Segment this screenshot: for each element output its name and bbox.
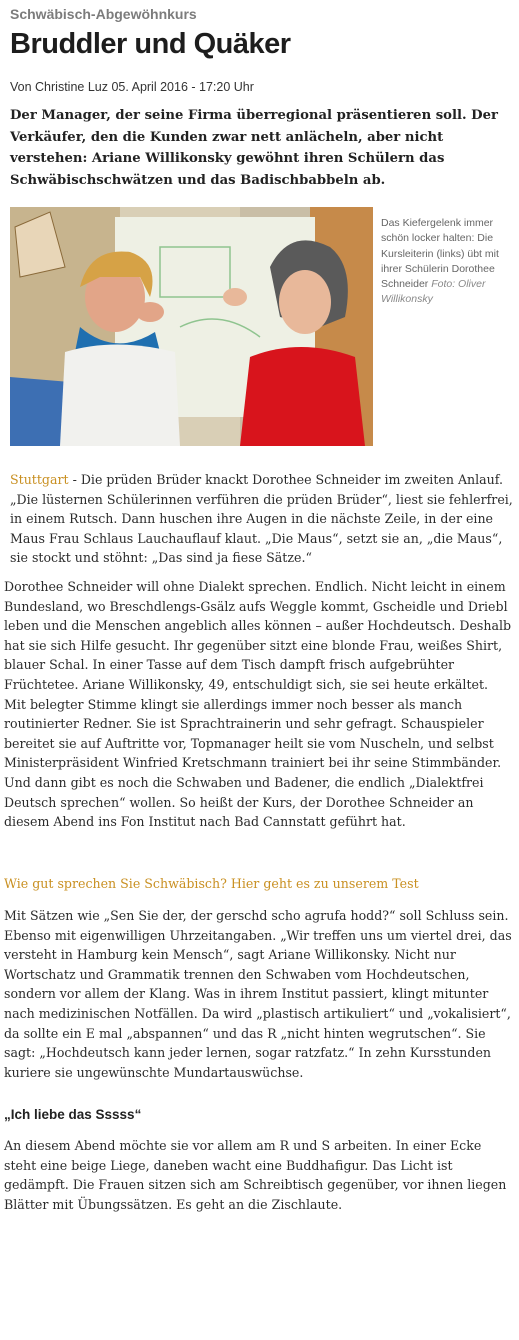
paragraph-3: Mit Sätzen wie „Sen Sie der, der gerschd scho agrufa hodd?“ soll Schluss sein. Ebenso mit eigenwilligen Uhrzeitangaben. „Wir treffen uns um viertel drei, das versteht in Hamburg kein Mensch“, sagt Ariane Willikonsky. Nicht nur Wortschatz und Grammatik trennen den Schwaben vom Hochdeutschen, sondern vor allem der Klang. Was in ihrem Institut passiert, klingt mitunter nach medizinischen Notfällen. Da wird „plastisch artikuliert“ und „vokalisiert“, da sollte ein E mal „abspannen“ und das R „nicht hinten wegrutschen“. Sie sagt: „Hochdeutsch kann jeder lernen, sogar ratzfatz.“ In zehn Kursstunden kuriere sie ungewünschte Mundartauswüchse.: [4, 908, 512, 1080]
article-photo[interactable]: [10, 207, 373, 446]
article-byline: Von Christine Luz 05. April 2016 - 17:20 Uhr: [10, 80, 254, 94]
test-link[interactable]: Wie gut sprechen Sie Schwäbisch? Hier geht es zu unserem Test: [4, 876, 419, 891]
article-lead: Der Manager, der seine Firma überregional präsentieren soll. Der Verkäufer, den die Kunden zwar nett anlächeln, aber nicht verstehen: Ariane Willikonsky gewöhnt ihren Schülern das Schwäbischschwätzen und das Badischbabbeln ab.: [10, 108, 498, 188]
caption-credit: Foto: Oliver Willikonsky: [381, 278, 486, 306]
dateline: Stuttgart: [10, 472, 69, 487]
paragraph-2: Dorothee Schneider will ohne Dialekt sprechen. Endlich. Nicht leicht in einem Bundesland, wo Breschdlengs-Gsälz aufs Weggle kommt, Gscheidle und Driebl leben und die Menschen angeblich alles können – außer Hochdeutsch. Deshalb hat sie sich Hilfe gesucht. Ihr gegenüber sitzt eine blonde Frau, weißes Shirt, blauer Schal. In einer Tasse auf dem Tisch dampft frisch aufgebrühter Früchtetee. Ariane Willikonsky, 49, entschuldigt sich, sie sei heute erkältet. Mit belegter Stimme klingt sie allerdings immer noch besser als manch routinierter Redner. Sie ist Sprachtrainerin und sehr gefragt. Schauspieler bereitet sie auf Auftritte vor, Topmanager heilt sie vom Nuscheln, und selbst Ministerpräsident Winfried Kretschmann trainiert bei ihr seine Stimmbänder. Und dann gibt es noch die Schwaben und Badener, die endlich „Dialektfrei Deutsch sprechen“ wollen. So heißt der Kurs, der Dorothee Schneider an diesem Abend ins Fon Institut nach Bad Cannstatt geführt hat.: [4, 579, 512, 830]
photo-caption: [381, 216, 513, 308]
article-kicker: Schwäbisch-Abgewöhnkurs: [10, 6, 197, 22]
caption-text: Das Kiefergelenk immer schön locker halten: Die Kursleiterin (links) übt mit ihrer Schülerin Dorothee Schneider: [381, 217, 499, 291]
paragraph-1-text: - Die prüden Brüder knackt Dorothee Schneider im zweiten Anlauf. „Die lüsternen Schülerinnen verführen die prüden Brüder“, liest sie fehlerfrei, in einem Rutsch. Dann huschen ihre Augen in die nächste Zeile, in der eine Maus Frau Schlaus Lauchauflauf klaut. „Die Maus“, setzt sie an, „die Maus“, sie stockt und stöhnt: „Das sind ja fiese Sätze.“: [10, 472, 513, 566]
paragraph-1: [10, 470, 513, 568]
article-headline: Bruddler und Quäker: [10, 28, 291, 60]
paragraph-4: An diesem Abend möchte sie vor allem am R und S arbeiten. In einer Ecke steht eine beige Liege, daneben wacht eine Buddhafigur. Das Licht ist gedämpft. Die Frauen sitzen sich am Schreibtisch gegenüber, vor ihnen liegen Blätter mit Übungssätzen. Es geht an die Zischlaute.: [4, 1138, 507, 1212]
photo-illustration: [10, 207, 373, 446]
article-subhead: „Ich liebe das Sssss“: [4, 1107, 142, 1122]
